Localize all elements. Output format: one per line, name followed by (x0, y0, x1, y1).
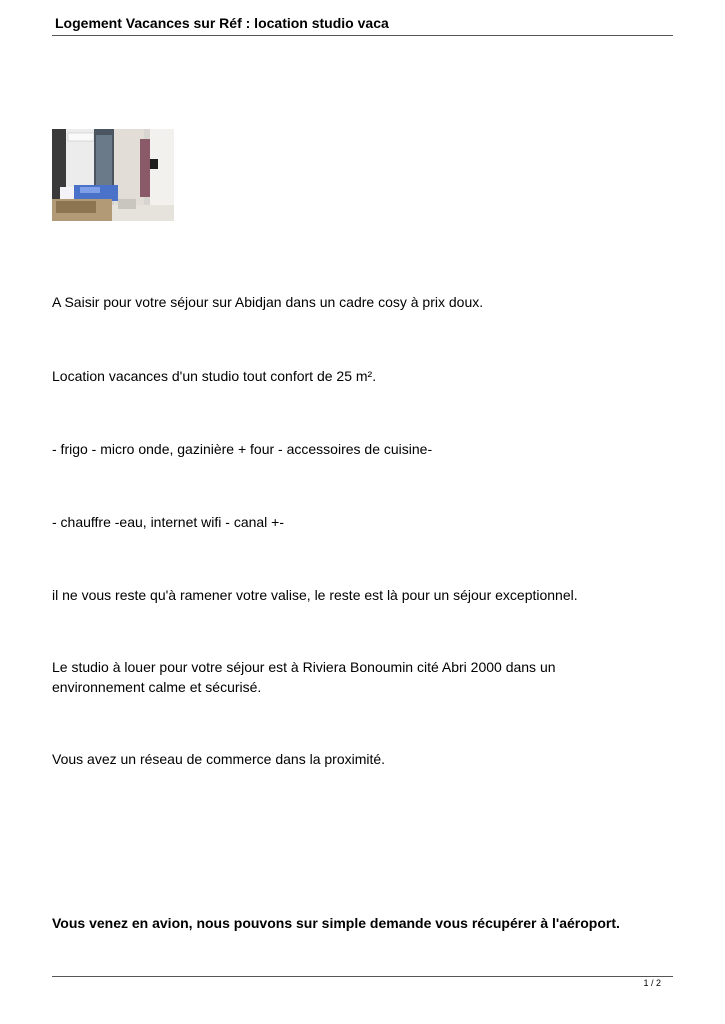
studio-room-photo-icon (52, 129, 174, 221)
footer-divider (52, 976, 673, 977)
paragraph-studio-size: Location vacances d'un studio tout confort de 25 m². (52, 368, 377, 384)
paragraph-shops: Vous avez un réseau de commerce dans la proximité. (52, 751, 386, 767)
paragraph-airport-pickup: Vous venez en avion, nous pouvons sur simple demande vous récupérer à l'aéroport. (52, 915, 620, 931)
page-header-title: Logement Vacances sur Réf : location studio vaca (55, 15, 389, 31)
paragraph-location: Le studio à louer pour votre séjour est à Riviera Bonoumin cité Abri 2000 dans un environnement calme et sécurisé. (52, 659, 556, 695)
page-number: 1 / 2 (643, 978, 661, 988)
paragraph-bring-suitcase: il ne vous reste qu'à ramener votre valise, le reste est là pour un séjour exceptionnel. (52, 587, 578, 603)
paragraph-kitchen-equipment: - frigo - micro onde, gazinière + four - accessoires de cuisine- (52, 441, 433, 457)
header-divider (52, 35, 673, 36)
paragraph-amenities: - chauffre -eau, internet wifi - canal +- (52, 514, 285, 530)
paragraph-intro: A Saisir pour votre séjour sur Abidjan dans un cadre cosy à prix doux. (52, 294, 484, 310)
studio-photo (52, 129, 174, 221)
